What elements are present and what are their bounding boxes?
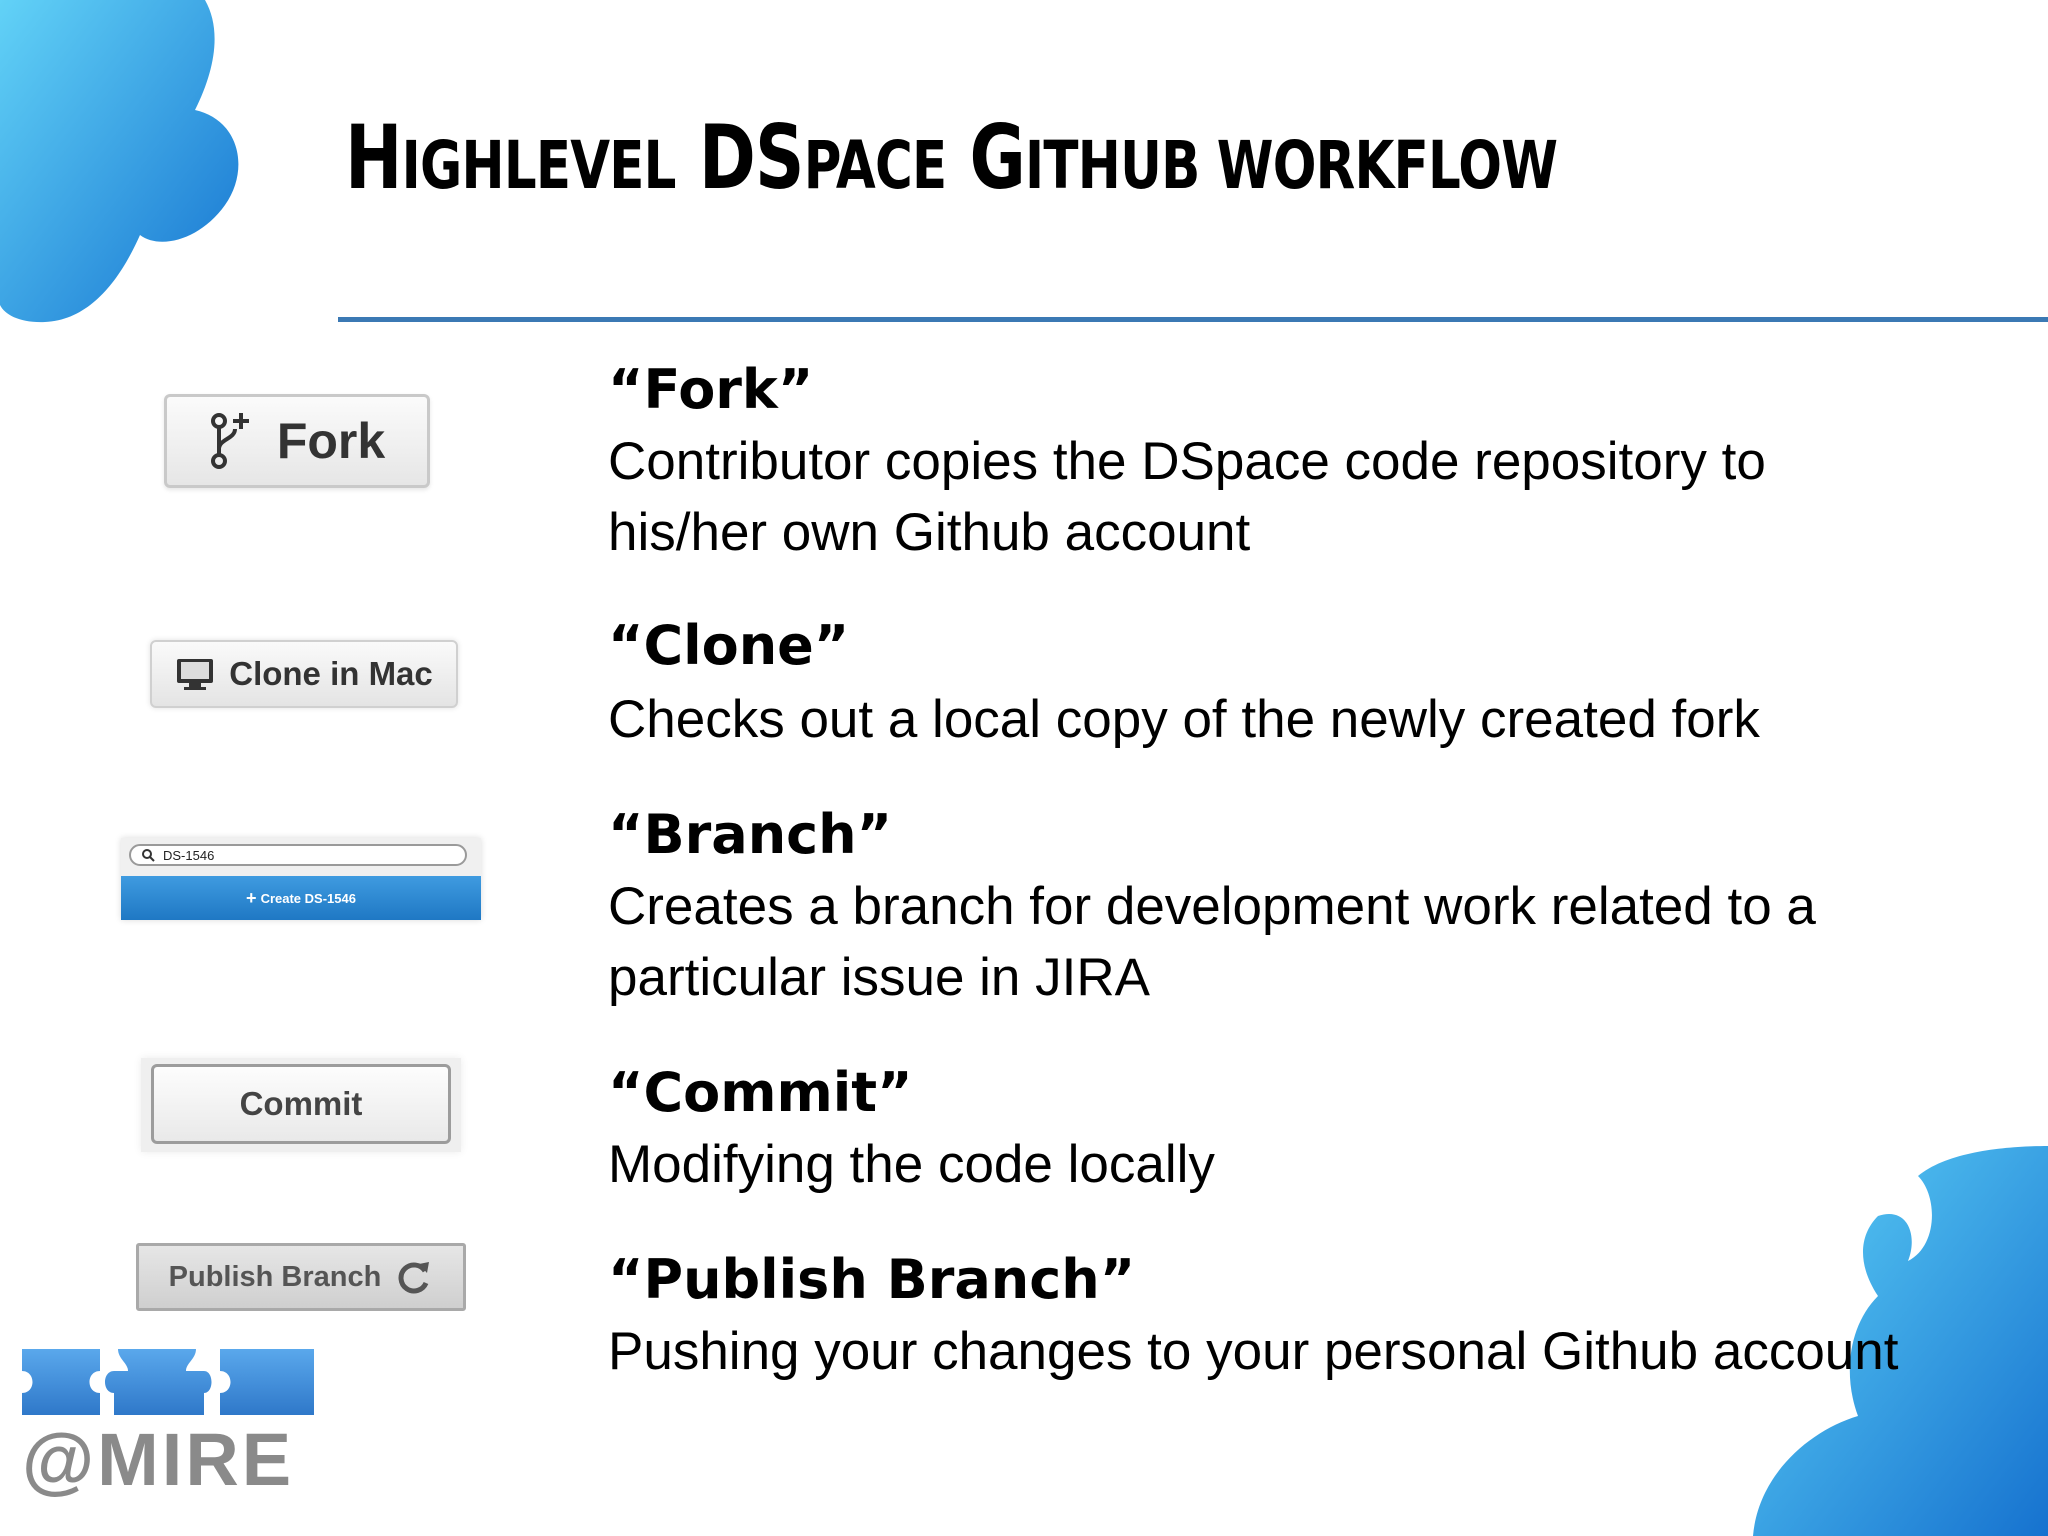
fork-icon bbox=[209, 411, 253, 471]
commit-button-label: Commit bbox=[239, 1085, 363, 1122]
step-publish-title: “Publish Branch” bbox=[608, 1248, 1136, 1311]
step-clone-title: “Clone” bbox=[608, 614, 850, 677]
publish-branch-button[interactable] bbox=[136, 1243, 466, 1311]
plus-icon: + bbox=[246, 888, 257, 908]
title-divider bbox=[338, 317, 2048, 322]
branch-search-input[interactable] bbox=[129, 844, 467, 866]
step-commit-title: “Commit” bbox=[608, 1061, 913, 1124]
create-branch-label: Create DS-1546 bbox=[260, 890, 356, 906]
step-fork-title: “Fork” bbox=[608, 358, 814, 421]
commit-button[interactable] bbox=[151, 1064, 451, 1144]
branch-search-value: DS-1546 bbox=[163, 847, 215, 863]
monitor-icon bbox=[175, 657, 215, 691]
step-branch-title: “Branch” bbox=[608, 803, 893, 866]
sync-icon bbox=[395, 1258, 433, 1296]
step-fork-description: Contributor copies the DSpace code repository to his/her own Github account bbox=[608, 432, 1766, 562]
puzzle-piece-decoration-top-left bbox=[0, 0, 260, 340]
clone-in-mac-button[interactable] bbox=[150, 640, 458, 708]
clone-button-label: Clone in Mac bbox=[229, 655, 433, 692]
fork-button-label: Fork bbox=[276, 413, 386, 469]
create-branch-button[interactable] bbox=[121, 876, 481, 920]
mire-logo-text: @MIRE bbox=[22, 1418, 295, 1501]
fork-button[interactable] bbox=[164, 394, 430, 488]
search-icon bbox=[141, 848, 155, 862]
step-commit-description: Modifying the code locally bbox=[608, 1135, 1215, 1194]
publish-branch-label: Publish Branch bbox=[168, 1260, 382, 1293]
branch-widget bbox=[121, 838, 481, 920]
slide-title: HIGHLEVEL DSPACE GITHUB WORKFLOW bbox=[345, 106, 1558, 209]
step-clone-description: Checks out a local copy of the newly created fork bbox=[608, 690, 1760, 749]
commit-button-frame bbox=[141, 1058, 461, 1152]
step-branch-description: Creates a branch for development work related to a particular issue in JIRA bbox=[608, 877, 1816, 1007]
step-publish-description: Pushing your changes to your personal Github account bbox=[608, 1322, 1899, 1381]
